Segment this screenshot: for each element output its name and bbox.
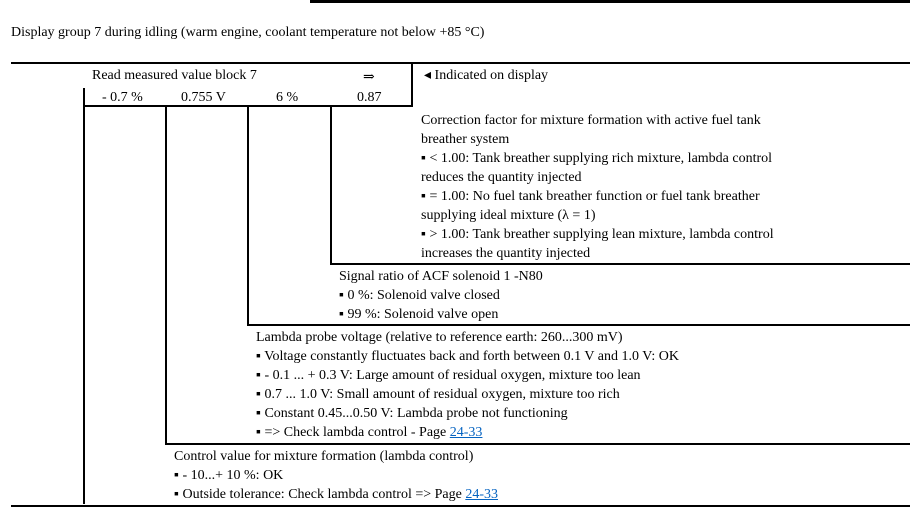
block-title: Read measured value block 7 [92, 68, 257, 83]
field-2-link-prefix: ▪ => Check lambda control - Page [256, 425, 450, 440]
field-1-line: Control value for mixture formation (lambda control) [174, 449, 474, 464]
field-3-line: ▪ 0 %: Solenoid valve closed [339, 288, 500, 303]
table-bottom-rule [11, 505, 910, 507]
field-3-description [339, 267, 543, 324]
indicated-on-display: ◂ Indicated on display [424, 68, 549, 83]
field-4-line: ▪ = 1.00: No fuel tank breather function or fuel tank breather [421, 189, 760, 204]
field-3-rule [247, 324, 910, 326]
field-4-description [421, 111, 774, 263]
value-field-1: - 0.7 % [102, 90, 143, 105]
field-4-line: supplying ideal mixture (λ = 1) [421, 208, 596, 223]
page-link-24-33[interactable]: 24-33 [465, 487, 499, 502]
field-1-link-line [174, 485, 498, 504]
field-2-line: ▪ 0.7 ... 1.0 V: Small amount of residual oxygen, mixture too rich [256, 387, 620, 402]
field-1-line: ▪ - 10...+ 10 %: OK [174, 468, 284, 483]
field-4-line: Correction factor for mixture formation with active fuel tank [421, 113, 761, 128]
tree-line-field-2 [165, 105, 167, 444]
field-4-line: ▪ > 1.00: Tank breather supplying lean mixture, lambda control [421, 227, 774, 242]
value-field-4: 0.87 [357, 90, 382, 105]
field-4-line: reduces the quantity injected [421, 170, 582, 185]
field-3-line: ▪ 99 %: Solenoid valve open [339, 307, 499, 322]
field-4-line: increases the quantity injected [421, 246, 591, 261]
field-2-rule [165, 443, 910, 445]
field-4-line: ▪ < 1.00: Tank breather supplying rich mixture, lambda control [421, 151, 773, 166]
tree-line-field-4 [330, 105, 332, 264]
arrow-icon: ⇒ [363, 70, 375, 85]
header-divider [411, 62, 413, 106]
top-rule [310, 0, 910, 3]
table-top-rule [11, 62, 910, 64]
page-heading: Display group 7 during idling (warm engine, coolant temperature not below +85 °C) [11, 25, 485, 40]
field-4-rule [330, 263, 910, 265]
tree-line-field-1 [83, 88, 85, 504]
field-4-line: breather system [421, 132, 510, 147]
field-2-line: Lambda probe voltage (relative to reference earth: 260...300 mV) [256, 330, 623, 345]
page-link-24-33[interactable]: 24-33 [449, 425, 483, 440]
field-2-line: ▪ Voltage constantly fluctuates back and forth between 0.1 V and 1.0 V: OK [256, 349, 679, 364]
tree-line-field-3 [247, 105, 249, 326]
field-1-description [174, 447, 498, 504]
value-field-2: 0.755 V [181, 90, 226, 105]
field-2-line: ▪ - 0.1 ... + 0.3 V: Large amount of residual oxygen, mixture too lean [256, 368, 641, 383]
field-2-link-line [256, 423, 679, 442]
field-2-description [256, 328, 679, 442]
field-2-line: ▪ Constant 0.45...0.50 V: Lambda probe not functioning [256, 406, 568, 421]
value-field-3: 6 % [276, 90, 299, 105]
field-1-link-prefix: ▪ Outside tolerance: Check lambda control => Page [174, 487, 466, 502]
field-3-line: Signal ratio of ACF solenoid 1 -N80 [339, 269, 543, 284]
